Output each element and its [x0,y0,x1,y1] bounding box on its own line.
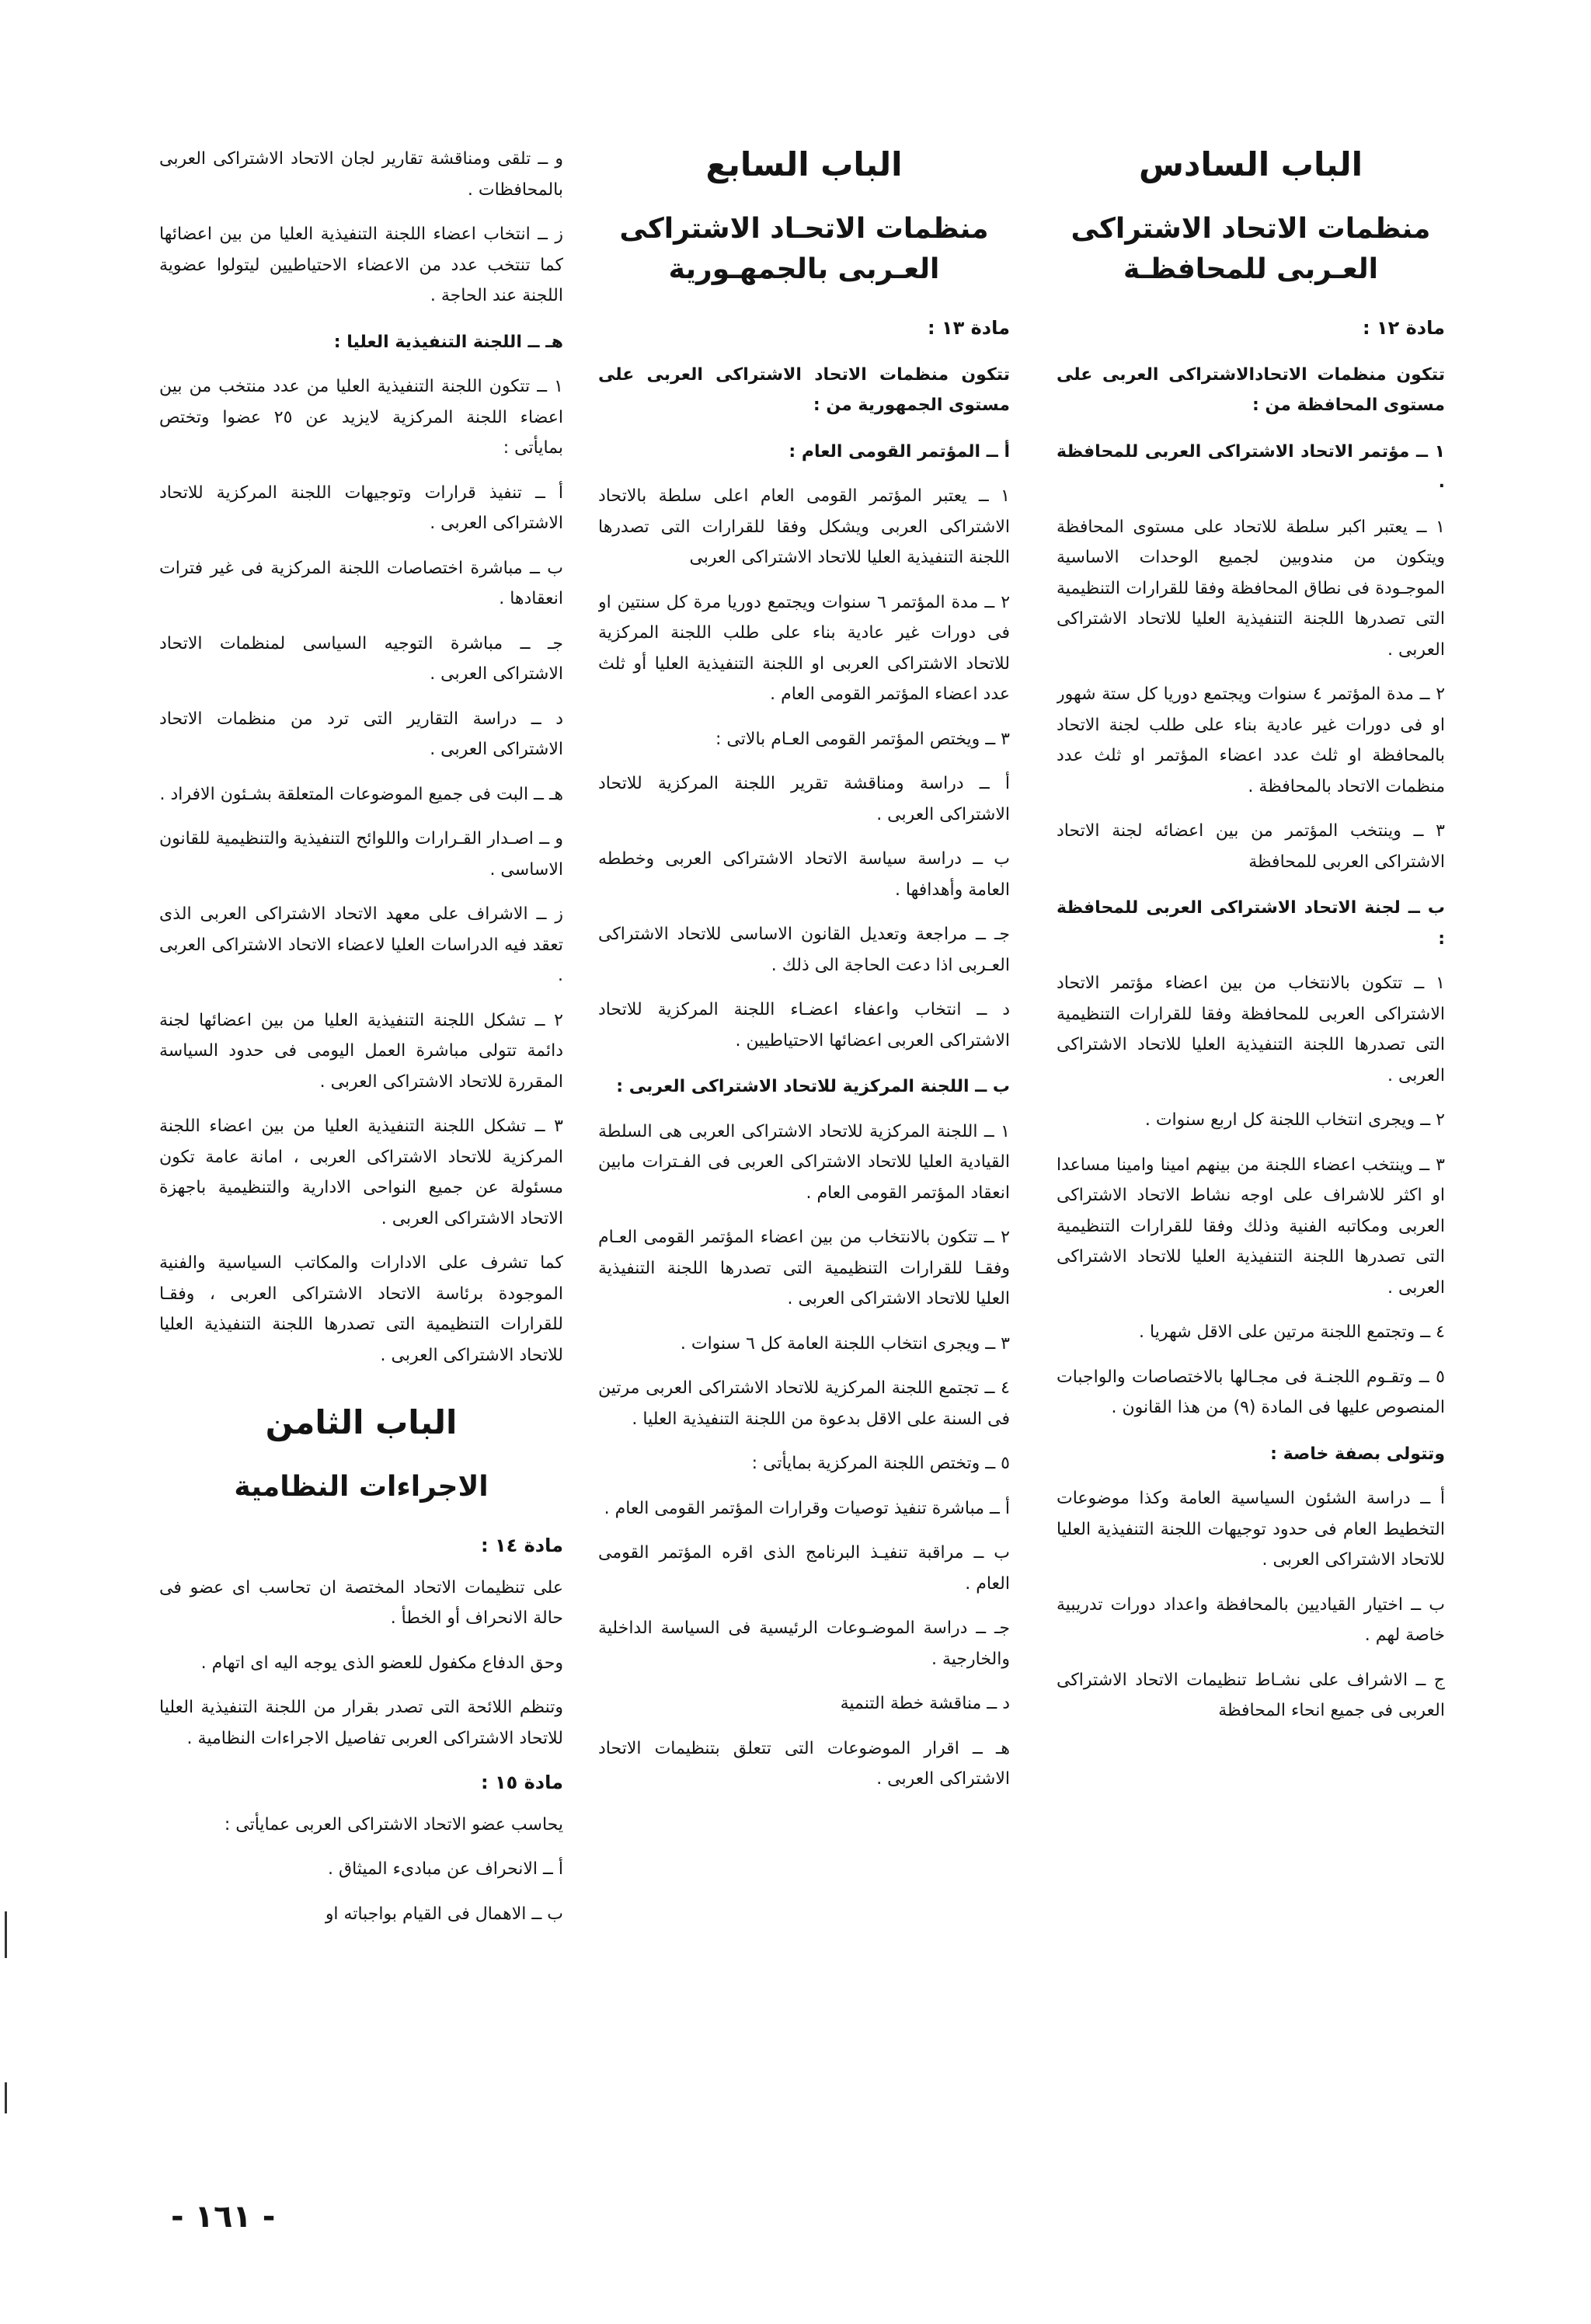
governorate-committee-heading: ب ــ لجنة الاتحاد الاشتراكى العربى للمحافظة : [1057,898,1445,949]
paragraph: و ــ اصـدار القـرارات واللوائح التنفيذية والتنظيمية للقانون الاساسى . [159,829,563,880]
paragraph: جـ ــ دراسة الموضـوعات الرئيسية فى السياسة الداخلية والخارجية . [598,1618,1010,1669]
paragraph: ٣ ــ تشكل اللجنة التنفيذية العليا من بين اعضاء اللجنة المركزية للاتحاد الاشتراكى العربى ، امانة عامة تكون مسئولة عن جميع النواحى الادارية والتنظيمية باجهزة الاتحاد الاشتراكى العربى . [159,1117,563,1228]
paragraph: و ــ تلقى ومناقشة تقارير لجان الاتحاد الاشتراكى العربى بالمحافظات . [159,149,563,200]
column-left [159,144,563,2195]
chapter-eight-title: الاجراءات النظامية [234,1471,489,1503]
paragraph: ٢ ــ ويجرى انتخاب اللجنة كل اربع سنوات . [1144,1110,1445,1130]
paragraph: وتتولى بصفة خاصة : [1270,1444,1445,1464]
column-middle [598,144,1010,2195]
paragraph: ١ ــ تتكون بالانتخاب من بين اعضاء مؤتمر الاتحاد الاشتراكى العربى للمحافظة وفقا للقرارات التنظيمية التى تصدرها اللجنة التنفيذية العليا للاتحاد الاشتراكى العربى . [1057,974,1445,1085]
chapter-seven-title: منظمات الاتحـاد الاشتراكى العـربى بالجمهـورية [619,213,989,285]
scan-edge-mark [5,2082,7,2113]
chapter-seven-heading: الباب السابع [705,145,903,183]
paragraph: ١ ــ يعتبر المؤتمر القومى العام اعلى سلطة بالاتحاد الاشتراكى العربى ويشكل وفقا للقرارات التى تصدرها اللجنة التنفيذية العليا للاتحاد الاشتراكى العربى [598,486,1010,567]
page-number: - ١٦١ - [171,2199,276,2235]
executive-committee-heading: هـ ــ اللجنة التنفيذية العليا : [333,332,563,352]
paragraph: ٣ ــ وينتخب اعضاء اللجنة من بينهم امينا وامينا مساعدا او اكثر للاشراف على اوجه نشاط الاتحاد الاشتراكى العربى ومكاتبه الفنية وذلك وفقا للقرارات التنظيمية التى تصدرها اللجنة التنفيذية العليا للاتحاد الاشتراكى العربى . [1057,1155,1445,1298]
paragraph: ٢ ــ تتكون بالانتخاب من بين اعضاء المؤتمر القومى العـام وفقـا للقرارات التنظيمية التى تصدرها اللجنة التنفيذية العليا للاتحاد الاشتراكى العربى . [598,1228,1010,1308]
paragraph: كما تشرف على الادارات والمكاتب السياسية والفنية الموجودة برئاسة الاتحاد الاشتراكى العربى ، وفقـا للقرارات التنظيمية التى تصدرها اللجنة التنفيذية العليا للاتحاد الاشتراكى العربى . [159,1253,563,1365]
paragraph: ب ــ دراسة سياسة الاتحاد الاشتراكى العربى وخططه العامة وأهدافها . [598,849,1010,900]
paragraph: ١ ــ اللجنة المركزية للاتحاد الاشتراكى العربى هى السلطة القيادية العليا للاتحاد الاشتراكى العربى فى الفـترات مابين انعقاد المؤتمر القومى العام . [598,1121,1010,1203]
paragraph: على تنظيمات الاتحاد المختصة ان تحاسب اى عضو فى حالة الانحراف أو الخطأ . [159,1577,563,1628]
paragraph: ٣ ــ ويختص المؤتمر القومى العـام بالاتى : [715,729,1010,749]
article-15-label: مادة ١٥ : [481,1772,563,1793]
paragraph: وتنظم اللائحة التى تصدر بقرار من اللجنة التنفيذية العليا للاتحاد الاشتراكى العربى تفاصيل الاجراءات النظامية . [159,1698,563,1748]
column-right [1057,144,1445,2195]
paragraph: ج ــ الاشراف على نشـاط تنظيمات الاتحاد الاشتراكى العربى فى جميع انحاء المحافظة [1057,1670,1445,1720]
paragraph: ب ــ اختيار القياديين بالمحافظة واعداد دورات تدريبية خاصة لهم . [1057,1594,1445,1645]
scan-edge-mark [5,1911,7,1958]
paragraph: ٣ ــ وينتخب المؤتمر من بين اعضائه لجنة الاتحاد الاشتراكى العربى للمحافظة [1057,821,1445,872]
paragraph: أ ــ دراسة ومناقشة تقرير اللجنة المركزية للاتحاد الاشتراكى العربى . [598,774,1010,824]
paragraph: جـ ــ مراجعة وتعديل القانون الاساسى للاتحاد الاشتراكى العـربى اذا دعت الحاجة الى ذلك . [598,925,1010,975]
paragraph: أ ــ تنفيذ قرارات وتوجيهات اللجنة المركزية للاتحاد الاشتراكى العربى . [159,483,563,533]
paragraph: ب ــ الاهمال فى القيام بواجباته او [325,1904,563,1924]
paragraph: ٥ ــ وتقـوم اللجنـة فى مجـالها بالاختصاصات والواجبات المنصوص عليها فى المادة (٩) من هذا القانون . [1057,1367,1445,1417]
paragraph: د ــ انتخاب واعفاء اعضـاء اللجنة المركزية للاتحاد الاشتراكى العربى اعضائها الاحتياطيين . [598,1000,1010,1051]
paragraph: ب ــ مراقبة تنفيـذ البرنامج الذى اقره المؤتمر القومى العام . [598,1543,1010,1594]
paragraph: ٣ ــ ويجرى انتخاب اللجنة العامة كل ٦ سنوات . [680,1333,1010,1354]
article-13-intro: تتكون منظمات الاتحاد الاشتراكى العربى على مستوى الجمهورية من : [598,364,1010,415]
paragraph: جـ ــ مباشرة التوجيه السياسى لمنظمات الاتحاد الاشتراكى العربى . [159,633,563,684]
paragraph: ز ــ انتخاب اعضاء اللجنة التنفيذية العليا من بين اعضائها كما تنتخب عدد من الاعضاء الاحتياطيين ليتولوا عضوية اللجنة عند الحاجة . [159,225,563,305]
paragraph: يحاسب عضو الاتحاد الاشتراكى العربى عمايأتى : [224,1814,563,1834]
paragraph: د ــ دراسة التقارير التى ترد من منظمات الاتحاد الاشتراكى العربى . [159,709,563,759]
paragraph: أ ــ دراسة الشئون السياسية العامة وكذا موضوعات التخطيط العام فى حدود توجيهات اللجنة التنفيذية العليا للاتحاد الاشتراكى العربى . [1057,1489,1445,1570]
chapter-six-heading: الباب السادس [1138,145,1363,183]
paragraph: أ ــ الانحراف عن مبادىء الميثاق . [328,1859,563,1879]
paragraph: هـ ــ اقرار الموضوعات التى تتعلق بتنظيمات الاتحاد الاشتراكى العربى . [598,1738,1010,1789]
paragraph: وحق الدفاع مكفول للعضو الذى يوجه اليه اى اتهام . [200,1653,563,1673]
national-congress-heading: أ ــ المؤتمر القومى العام : [789,441,1010,462]
article-13-label: مادة ١٣ : [928,317,1010,339]
article-12-label: مادة ١٢ : [1363,317,1445,339]
chapter-eight [159,1402,563,1507]
central-committee-heading: ب ــ اللجنة المركزية للاتحاد الاشتراكى العربى : [616,1077,1010,1096]
paragraph: ٤ ــ وتجتمع اللجنة مرتين على الاقل شهريا . [1139,1322,1445,1342]
governorate-conference-heading: ١ ــ مؤتمر الاتحاد الاشتراكى العربى للمحافظة . [1057,441,1445,492]
paragraph: هـ ــ البت فى جميع الموضوعات المتعلقة بشـئون الافراد . [159,784,563,804]
article-12-intro: تتكون منظمات الاتحادالاشتراكى العربى على مستوى المحافظة من : [1057,364,1445,415]
paragraph: ب ــ مباشرة اختصاصات اللجنة المركزية فى غير فترات انعقادها . [159,558,563,608]
paragraph: ٢ ــ مدة المؤتمر ٤ سنوات ويجتمع دوريا كل ستة شهور او فى دورات غير عادية بناء على طلب لجنة الاتحاد بالمحافظة او ثلث عدد اعضاء المؤتمر او ثلث عدد منظمات الاتحاد بالمحافظة . [1057,685,1445,796]
paragraph: أ ــ مباشرة تنفيذ توصيات وقرارات المؤتمر القومى العام . [604,1498,1010,1518]
paragraph: ٢ ــ تشكل اللجنة التنفيذية العليا من بين اعضائها لجنة دائمة تتولى مباشرة العمل اليومى فى حدود السياسة المقررة للاتحاد الاشتراكى العربى . [159,1010,563,1092]
paragraph: ١ ــ تتكون اللجنة التنفيذية العليا من عدد منتخب من بين اعضاء اللجنة المركزية لايزيد عن ٢٥ عضوا وتختص بمايأتى : [159,377,563,458]
chapter-eight-heading: الباب الثامن [265,1403,458,1441]
paragraph: ٥ ــ وتختص اللجنة المركزية بمايأتى : [751,1454,1010,1473]
paragraph: د ــ مناقشة خطة التنمية [840,1694,1010,1713]
paragraph: ٢ ــ مدة المؤتمر ٦ سنوات ويجتمع دوريا مرة كل سنتين او فى دورات غير عادية بناء على طلب اللجنة المركزية للاتحاد الاشتراكى العربى او اللجنة التنفيذية العليا أو ثلث عدد اعضاء المؤتمر القومى العام . [598,592,1010,704]
paragraph: ٤ ــ تجتمع اللجنة المركزية للاتحاد الاشتراكى العربى مرتين فى السنة على الاقل بدعوة من اللجنة التنفيذية العليا . [598,1378,1010,1429]
chapter-six-title: منظمات الاتحاد الاشتراكى العـربى للمحافظـة [1071,213,1431,285]
paragraph: ١ ــ يعتبر اكبر سلطة للاتحاد على مستوى المحافظة ويتكون من مندوبين لجميع الوحدات الاساسية الموجـودة فى نطاق المحافظة وفقا للقرارات التنظيمية التى تصدرها اللجنة التنفيذية العليا للاتحاد الاشتراكى العربى . [1057,517,1445,660]
paragraph: ز ــ الاشراف على معهد الاتحاد الاشتراكى العربى الذى تعقد فيه الدراسات العليا لاعضاء الاتحاد الاشتراكى العربى . [159,904,563,985]
article-14-label: مادة ١٤ : [481,1535,563,1556]
